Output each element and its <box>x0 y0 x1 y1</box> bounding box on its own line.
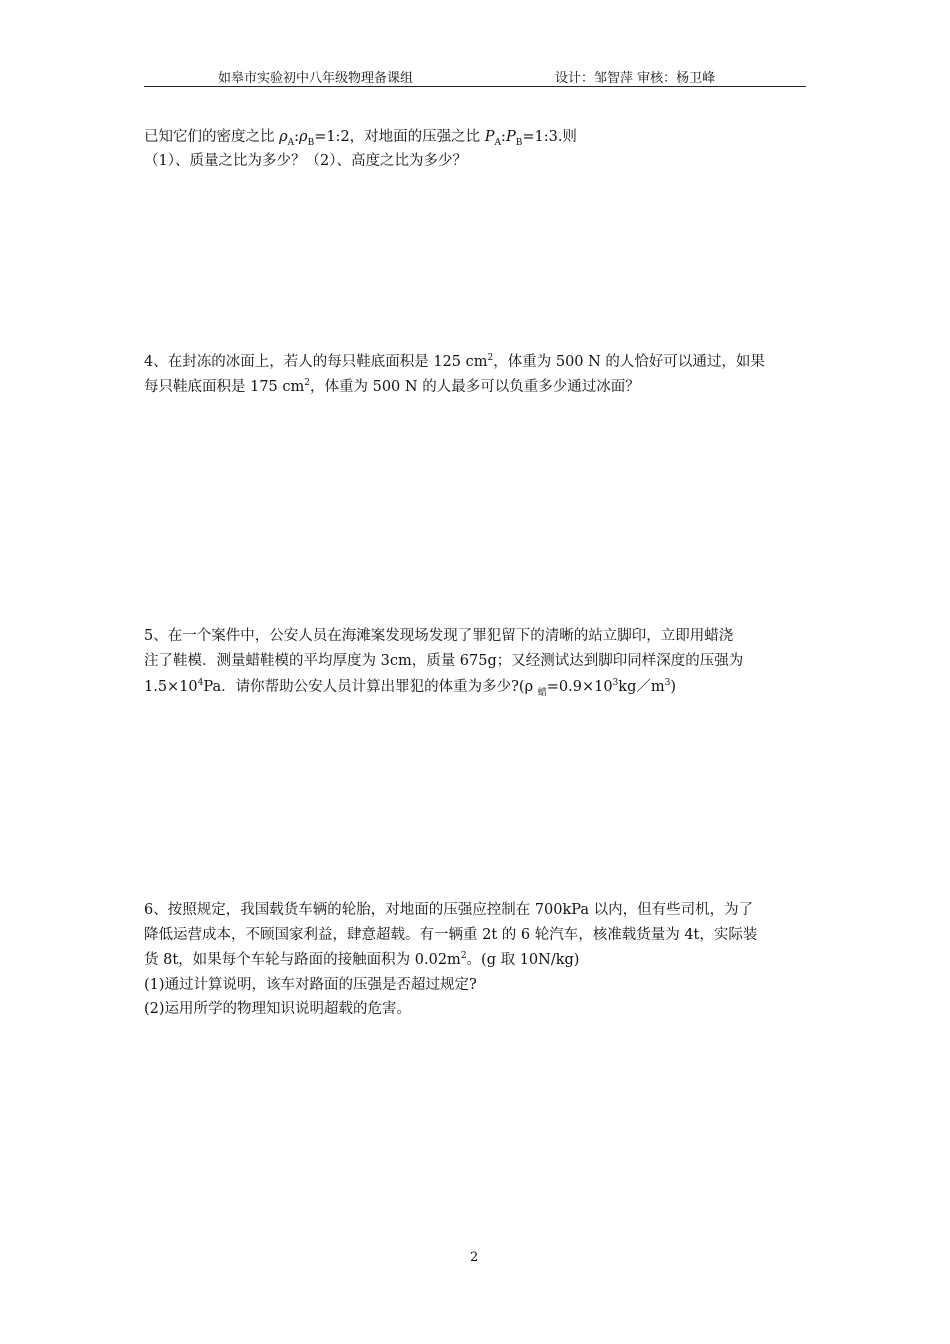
q5-line-3 <box>144 677 676 697</box>
q3-text: =1:3.则 <box>522 129 577 145</box>
p-symbol: P <box>505 129 516 145</box>
header-right-text: 设计：邹智萍 审核：杨卫峰 <box>555 71 716 86</box>
q4-line-2 <box>144 377 640 397</box>
q5-line-2: 注了鞋模．测量蜡鞋模的平均厚度为 3cm，质量 675g；又经测试达到脚印同样深度的压强为 <box>144 653 744 669</box>
q4-text: ，体重为 500 N 的人最多可以负重多少通过冰面？ <box>310 379 640 395</box>
q3-text: 已知它们的密度之比 <box>144 129 280 145</box>
q6-subquestion-1: (1)通过计算说明，该车对路面的压强是否超过规定? <box>144 977 477 993</box>
colon: : <box>501 129 506 145</box>
q5-text: 1.5×10 <box>144 679 198 695</box>
q5-text: ) <box>670 679 677 695</box>
q3-text: =1:2，对地面的压强之比 <box>314 129 485 145</box>
header-left-text: 如皋市实验初中八年级物理备课组 <box>218 71 414 86</box>
q4-line-1 <box>144 352 765 372</box>
q6-text: 。(g 取 10N/kg) <box>466 952 580 968</box>
superscript: 2 <box>304 378 310 389</box>
superscript: 2 <box>487 353 494 364</box>
q4-text: 4、在封冻的冰面上，若人的每只鞋底面积是 125 cm <box>144 354 488 370</box>
rho-symbol: ρ <box>279 129 288 145</box>
q4-text: 每只鞋底面积是 175 cm <box>144 379 305 395</box>
page-number: 2 <box>470 1250 479 1265</box>
subscript-a: A <box>287 137 295 148</box>
superscript: 4 <box>197 678 204 689</box>
q4-text: ，体重为 500 N 的人恰好可以通过，如果 <box>493 354 765 370</box>
q6-subquestion-2: (2)运用所学的物理知识说明超载的危害。 <box>144 1001 412 1017</box>
superscript: 2 <box>460 951 467 962</box>
subscript-a: A <box>494 137 502 148</box>
subscript-b: B <box>307 137 315 148</box>
superscript: 3 <box>612 678 619 689</box>
colon: : <box>294 129 300 145</box>
q5-text: =0.9×10 <box>546 679 613 695</box>
q6-line-1: 6、按照规定，我国载货车辆的轮胎，对地面的压强应控制在 700kPa 以内，但有些司机，为了 <box>144 902 754 918</box>
page-header <box>144 64 806 87</box>
q6-line-3 <box>144 950 579 970</box>
q3-line-1 <box>144 127 577 147</box>
q6-text: 货 8t，如果每个车轮与路面的接触面积为 0.02m <box>144 952 461 968</box>
q5-line-1: 5、在一个案件中，公安人员在海滩案发现场发现了罪犯留下的清晰的站立脚印，立即用蜡浇 <box>144 628 734 644</box>
q5-text: kg／m <box>618 679 665 695</box>
q5-text: Pa．请你帮助公安人员计算出罪犯的体重为多少?(ρ <box>203 679 538 695</box>
p-symbol: P <box>484 129 495 145</box>
q3-line-2: （1）、质量之比为多少？（2）、高度之比为多少？ <box>144 153 467 169</box>
rho-symbol: ρ <box>299 129 308 145</box>
q6-line-2: 降低运营成本，不顾国家利益，肆意超载。有一辆重 2t 的 6 轮汽车，核准载货量为 4t，实际装 <box>144 927 758 943</box>
subscript-wax: 蜡 <box>537 687 547 698</box>
subscript-b: B <box>515 137 523 148</box>
superscript: 3 <box>664 678 671 689</box>
